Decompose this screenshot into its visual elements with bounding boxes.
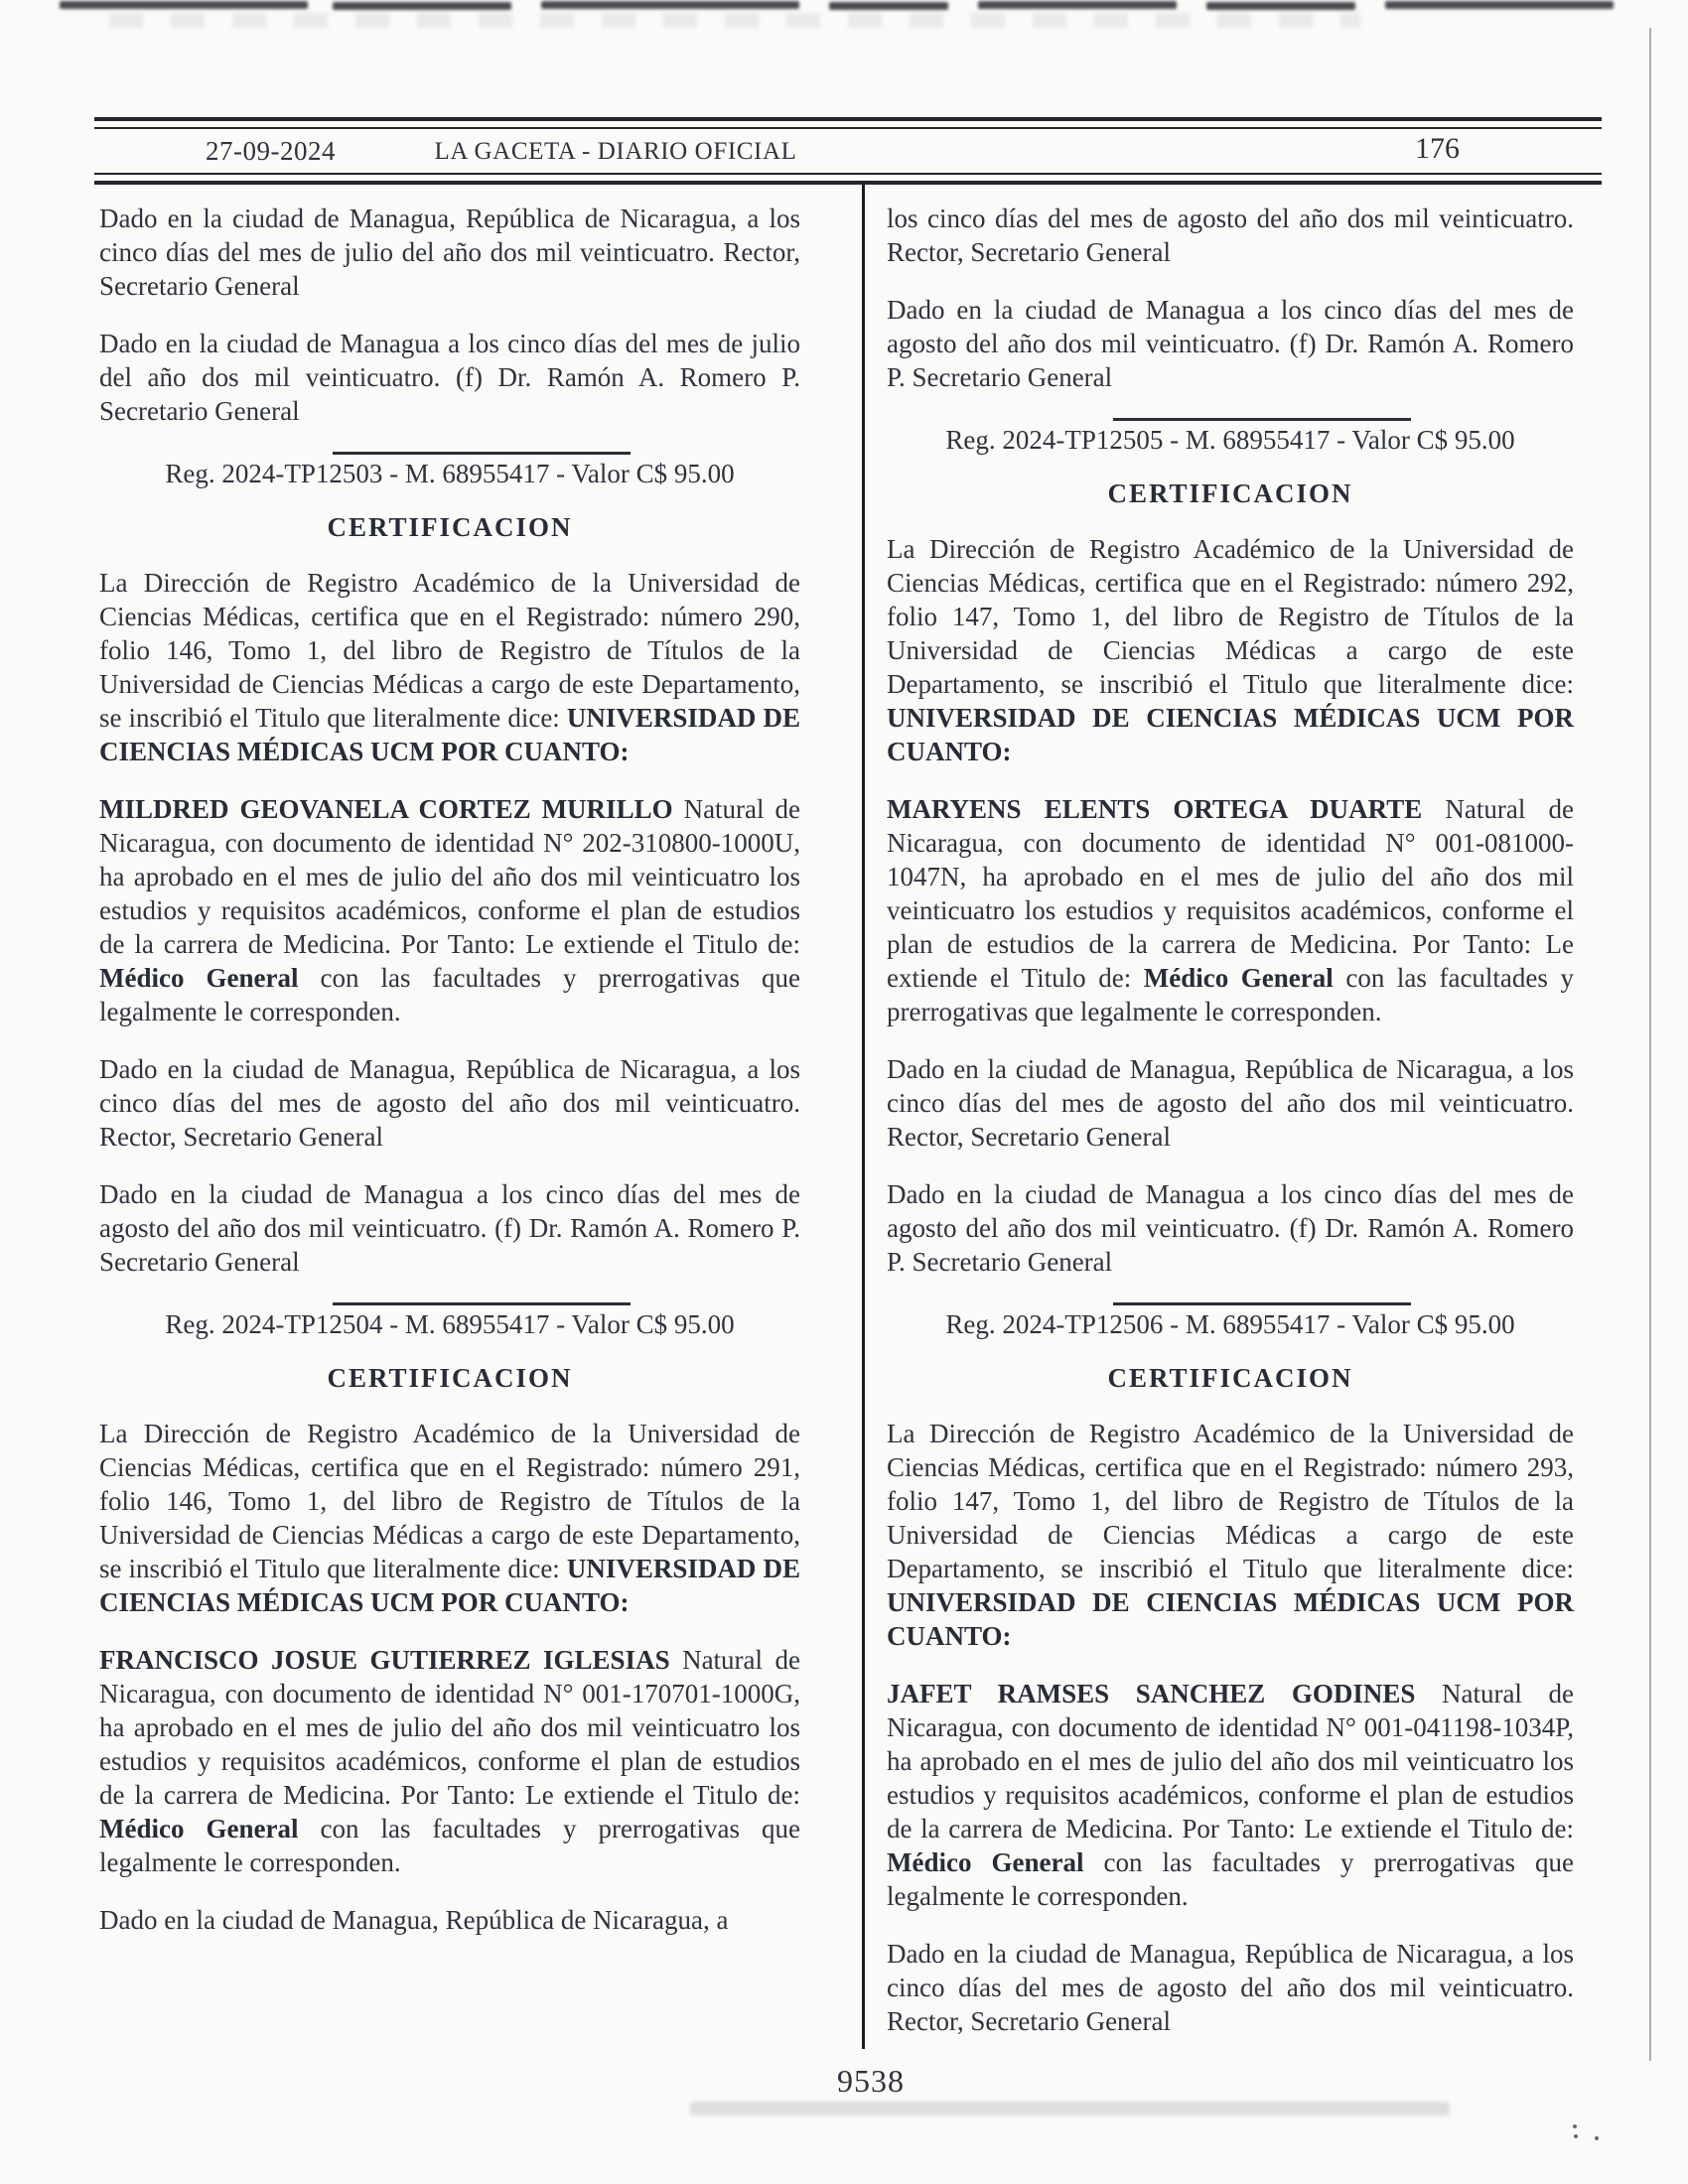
certification-heading: CERTIFICACION [327, 512, 573, 542]
left-column [99, 202, 800, 1961]
paragraph: Dado en la ciudad de Managua a los cinco días del mes de agosto del año dos mil veinticuatro. (f) Dr. Ramón A. Romero P. Secretario General [99, 1179, 800, 1277]
scan-artifact-top [0, 0, 1688, 30]
registration-block [99, 1302, 800, 1341]
paragraph: MILDRED GEOVANELA CORTEZ MURILLO Natural de Nicaragua, con documento de identidad N° 202-310800-1000U, ha aprobado en el mes de julio del año dos mil veinticuatro los estudios y requisitos académicos, conforme el plan de estudios de la carrera de Medicina. Por Tanto: Le extiende el Titulo de: Médico General con las facultades y prerrogativas que legalmente le corresponden. [99, 794, 801, 1026]
header-rule-top-thick [94, 117, 1602, 121]
paragraph: JAFET RAMSES SANCHEZ GODINES Natural de Nicaragua, con documento de identidad N° 001-041198-1034P, ha aprobado en el mes de julio del año dos mil veinticuatro los estudios y requisitos académicos, conforme el plan de estudios de la carrera de Medicina. Por Tanto: Le extiende el Titulo de: Médico General con las facultades y prerrogativas que legalmente le corresponden. [887, 1679, 1574, 1911]
paragraph: FRANCISCO JOSUE GUTIERREZ IGLESIAS Natural de Nicaragua, con documento de identidad N° 001-170701-1000G, ha aprobado en el mes de julio del año dos mil veinticuatro los estudios y requisitos académicos, conforme el plan de estudios de la carrera de Medicina. Por Tanto: Le extiende el Titulo de: Médico General con las facultades y prerrogativas que legalmente le corresponden. [99, 1645, 801, 1877]
scan-artifact-right-edge [1649, 28, 1651, 2061]
registration-block [887, 1302, 1574, 1341]
registration-block [887, 418, 1574, 457]
registration-line: Reg. 2024-TP12506 - M. 68955417 - Valor C$ 95.00 [945, 1309, 1515, 1339]
separator-rule [333, 1302, 631, 1305]
paragraph: Dado en la ciudad de Managua, República de Nicaragua, a [99, 1905, 729, 1935]
registration-line: Reg. 2024-TP12504 - M. 68955417 - Valor C$ 95.00 [165, 1309, 735, 1339]
issue-date: 27-09-2024 [206, 136, 336, 166]
paragraph: La Dirección de Registro Académico de la Universidad de Ciencias Médicas, certifica que en el Registrado: número 293, folio 147, Tomo 1, del libro de Registro de Títulos de la Universidad de Ciencias Médicas a cargo de este Departamento, se inscribió el Titulo que literalmente dice: UNIVERSIDAD DE CIENCIAS MÉDICAS UCM POR CUANTO: [887, 1419, 1574, 1651]
paragraph: La Dirección de Registro Académico de la Universidad de Ciencias Médicas, certifica que en el Registrado: número 290, folio 146, Tomo 1, del libro de Registro de Títulos de la Universidad de Ciencias Médicas a cargo de este Departamento, se inscribió el Titulo que literalmente dice: UNIVERSIDAD DE CIENCIAS MÉDICAS UCM POR CUANTO: [99, 568, 800, 766]
paragraph: Dado en la ciudad de Managua, República de Nicaragua, a los cinco días del mes de agosto del año dos mil veinticuatro. Rector, Secretario General [887, 1054, 1574, 1152]
header-rule-bottom-thick [94, 181, 1602, 185]
certification-heading: CERTIFICACION [1107, 1363, 1353, 1393]
gazette-title: LA GACETA - DIARIO OFICIAL [434, 138, 797, 165]
header-band [94, 117, 1602, 185]
footer-page-number: 9538 [837, 2063, 905, 2099]
scan-artifact-dots [1569, 2122, 1609, 2144]
paragraph: La Dirección de Registro Académico de la Universidad de Ciencias Médicas, certifica que en el Registrado: número 292, folio 147, Tomo 1, del libro de Registro de Títulos de la Universidad de Ciencias Médicas a cargo de este Departamento, se inscribió el Titulo que literalmente dice: UNIVERSIDAD DE CIENCIAS MÉDICAS UCM POR CUANTO: [887, 534, 1574, 766]
paragraph: MARYENS ELENTS ORTEGA DUARTE Natural de Nicaragua, con documento de identidad N° 001-081000-1047N, ha aprobado en el mes de julio del año dos mil veinticuatro los estudios y requisitos académicos, conforme el plan de estudios de la carrera de Medicina. Por Tanto: Le extiende el Titulo de: Médico General con las facultades y prerrogativas que legalmente le corresponden. [887, 794, 1574, 1026]
paragraph: Dado en la ciudad de Managua, República de Nicaragua, a los cinco días del mes de agosto del año dos mil veinticuatro. Rector, Secretario General [99, 1054, 800, 1152]
separator-rule [333, 452, 631, 455]
paragraph: La Dirección de Registro Académico de la Universidad de Ciencias Médicas, certifica que en el Registrado: número 291, folio 146, Tomo 1, del libro de Registro de Títulos de la Universidad de Ciencias Médicas a cargo de este Departamento, se inscribió el Titulo que literalmente dice: UNIVERSIDAD DE CIENCIAS MÉDICAS UCM POR CUANTO: [99, 1419, 800, 1617]
scan-artifact-bottom [690, 2102, 1450, 2116]
right-column [887, 202, 1574, 2062]
registration-line: Reg. 2024-TP12505 - M. 68955417 - Valor C$ 95.00 [945, 425, 1515, 455]
paragraph: Dado en la ciudad de Managua, República de Nicaragua, a los cinco días del mes de julio del año dos mil veinticuatro. Rector, Secretario General [99, 204, 800, 301]
certification-heading: CERTIFICACION [327, 1363, 573, 1393]
certification-heading: CERTIFICACION [1107, 478, 1353, 508]
registration-block [99, 452, 800, 490]
paragraph: Dado en la ciudad de Managua a los cinco días del mes de julio del año dos mil veinticuatro. (f) Dr. Ramón A. Romero P. Secretario General [99, 329, 800, 426]
separator-rule [1113, 418, 1411, 421]
header-rule-bottom-thin [94, 173, 1602, 175]
paragraph: Dado en la ciudad de Managua a los cinco días del mes de agosto del año dos mil veinticuatro. (f) Dr. Ramón A. Romero P. Secretario General [887, 295, 1574, 392]
paragraph: Dado en la ciudad de Managua, República de Nicaragua, a los cinco días del mes de agosto del año dos mil veinticuatro. Rector, Secretario General [887, 1939, 1574, 2036]
registration-line: Reg. 2024-TP12503 - M. 68955417 - Valor C$ 95.00 [165, 459, 735, 488]
paragraph: Dado en la ciudad de Managua a los cinco días del mes de agosto del año dos mil veinticuatro. (f) Dr. Ramón A. Romero P. Secretario General [887, 1179, 1574, 1277]
column-divider [862, 185, 865, 2049]
paragraph: los cinco días del mes de agosto del año dos mil veinticuatro. Rector, Secretario General [887, 204, 1574, 267]
separator-rule [1113, 1302, 1411, 1305]
header-page-number: 176 [1415, 132, 1460, 165]
